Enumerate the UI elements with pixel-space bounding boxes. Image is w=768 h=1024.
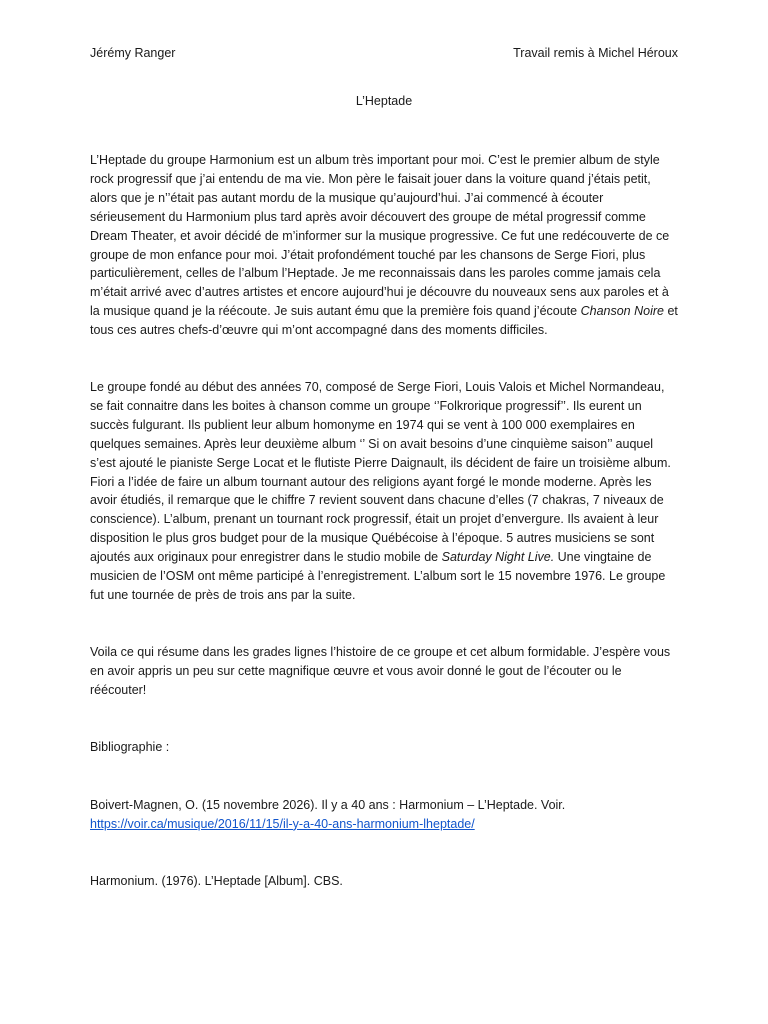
recipient-line: Travail remis à Michel Héroux	[513, 46, 678, 60]
bibliography-entry-text: Boivert-Magnen, O. (15 novembre 2026). Il y a 40 ans : Harmonium – L’Heptade. Voir.	[90, 798, 566, 812]
paragraph-conclusion: Voila ce qui résume dans les grades lignes l’histoire de ce groupe et cet album formidable. J’espère vous en avoir appris un peu sur cette magnifique œuvre et vous avoir donné le gout de l’écouter ou le réécouter!	[90, 645, 671, 697]
paragraph-history-text-end: Une vingtaine de musicien de l’OSM ont même participé à l’enregistrement. L’album sort le 15 novembre 1976. Le groupe fut une tournée de près de trois ans par la suite.	[90, 550, 666, 602]
paragraph-intro	[90, 151, 680, 340]
bibliography-entry	[90, 796, 680, 834]
bibliography-entry-album: Harmonium. (1976). L’Heptade [Album]. CBS.	[90, 874, 343, 888]
paragraph-history-text: Le groupe fondé au début des années 70, composé de Serge Fiori, Louis Valois et Michel Normandeau, se fait connaitre dans les boites à chanson comme un groupe ‘’Folkrorique progressif’’. Ils eurent un succès fulgurant. Ils publient leur album homonyme en 1974 qui se vent à 100 000 exemplaires en quelques semaines. Après leur deuxième album ‘’ Si on avait besoins d’une cinquième saison’’ auquel s’est ajouté le pianiste Serge Locat et le flutiste Pierre Daignault, ils décident de faire un troisième album. Fiori a l’idée de faire un album tournant autour des religions ayant forgé le monde moderne. Après les avoir étudiés, il remarque que le chiffre 7 revient souvent dans chacune d’elles (7 chakras, 7 niveaux de conscience). L’album, prenant un tournant rock progressif, était un projet d’envergure. Ils avaient à leur disposition le plus gros budget pour de la musique Québécoise à l’époque. 5 autres musiciens se sont ajoutés aux originaux pour enregistrer dans le studio mobile de	[90, 380, 671, 565]
show-title-snl: Saturday Night Live.	[441, 550, 555, 565]
document-title: L’Heptade	[355, 94, 413, 108]
author-name: Jérémy Ranger	[90, 46, 176, 60]
paragraph-intro-text: L’Heptade du groupe Harmonium est un album très important pour moi. C’est le premier album de style rock progressif que j’ai entendu de ma vie. Mon père le faisait jouer dans la voiture quand j’étais petit, alors que je n’’était pas autant mordu de la musique qu’aujourd’hui. J’ai commencé à écouter sérieusement du Harmonium plus tard après avoir découvert des groupe de métal progressif comme Dream Theater, et avoir décidé de m’informer sur la musique progressive. Ce fut une redécouverte de ce groupe de mon enfance pour moi. J’était profondément touché par les chansons de Serge Fiori, plus particulièrement, celles de l’album l’Heptade. Je me reconnaissais dans les paroles comme jamais cela m’était arrivé avec d’autres artistes et encore aujourd’hui je découvre du nouveaux sens aux paroles et à la musique quand je la réécoute. Je suis autant ému que la première fois quand j’écoute	[90, 153, 670, 319]
song-title-chanson-noire: Chanson Noire	[580, 304, 664, 319]
bibliography-link[interactable]: https://voir.ca/musique/2016/11/15/il-y-a-40-ans-harmonium-lheptade/	[90, 816, 475, 831]
paragraph-intro-text-end: et tous ces autres chefs-d’œuvre qui m’ont accompagné dans des moments difficiles.	[90, 304, 678, 338]
paragraph-history	[90, 378, 680, 605]
bibliography-heading: Bibliographie :	[90, 740, 170, 754]
